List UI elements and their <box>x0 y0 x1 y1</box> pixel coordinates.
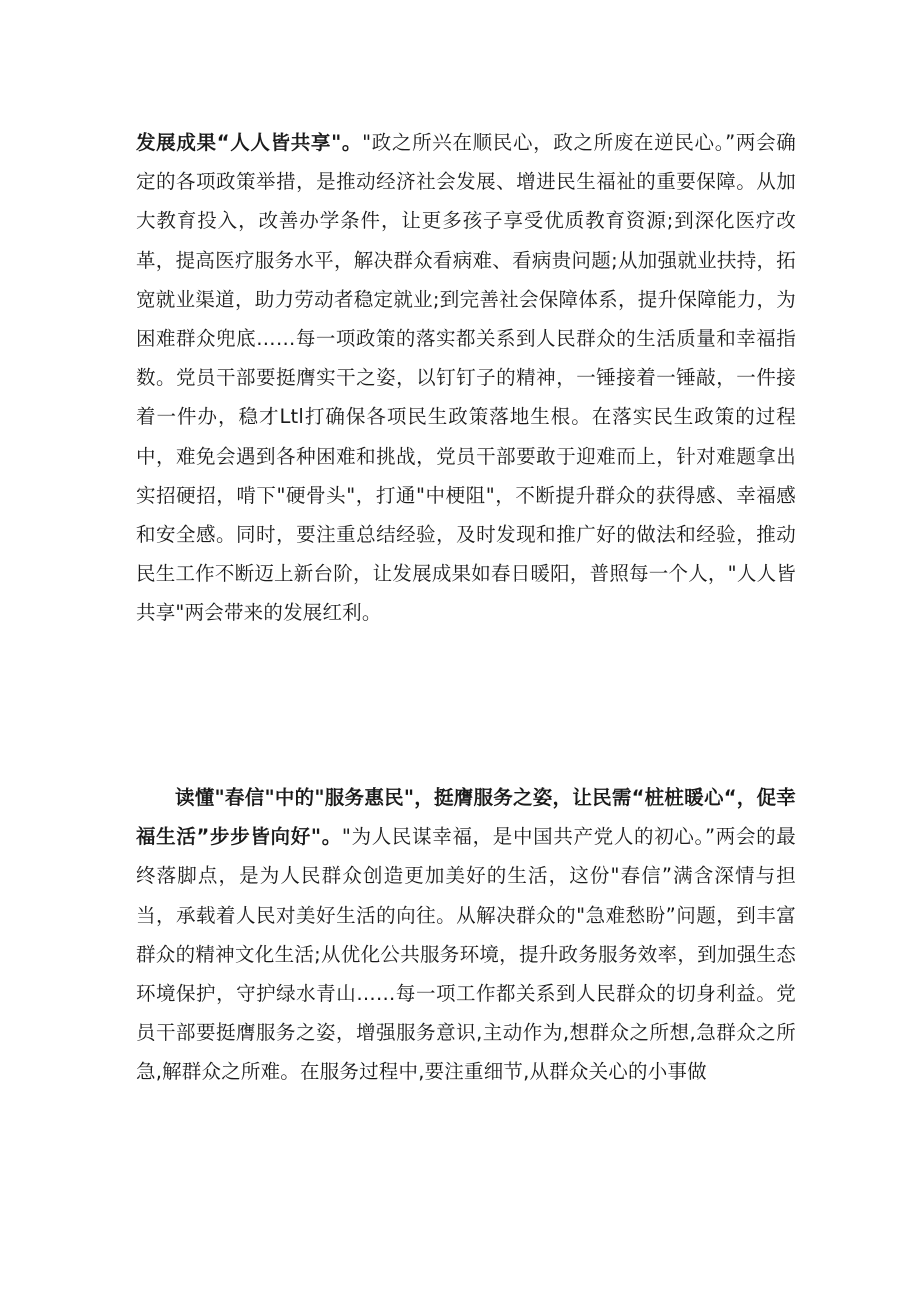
paragraph-body-text: "为人民谋幸福，是中国共产党人的初心。”两会的最终落脚点，是为人民群众创造更加美好的生活，这份"春信”满含深情与担当，承载着人民对美好生活的向往。从解决群众的"急难愁盼”问题，到丰富群众的精神文化生活;从优化公共服务环境，提升政务服务效率，到加强生态环境保护，守护绿水青山……每一项工作都关系到人民群众的切身利益。党员干部要挺膺服务之姿，增强服务意识,主动作为,想群众之所想,急群众之所急,解群众之所难。在服务过程中,要注重细节,从群众关心的小事做 <box>136 825 796 1084</box>
paragraph-lead-bold: 读懂"春信"中的"服务惠民"，挺膺服务之姿，让民需“桩桩暖心“，促幸福生活”步步皆向好"。 <box>136 786 796 849</box>
paragraph-development-results <box>136 123 796 633</box>
paragraph-service-benefit <box>136 778 796 1092</box>
paragraph-body-text: "政之所兴在顺民心，政之所废在逆民心。”两会确定的各项政策举措，是推动经济社会发展、增进民生福祉的重要保障。从加大教育投入，改善办学条件，让更多孩子享受优质教育资源;到深化医疗改革，提高医疗服务水平，解决群众看病难、看病贵问题;从加强就业扶持，拓宽就业渠道，助力劳动者稳定就业;到完善社会保障体系，提升保障能力，为困难群众兜底……每一项政策的落实都关系到人民群众的生活质量和幸福指数。党员干部要挺膺实干之姿，以钉钉子的精神，一锤接着一锤敲，一件接着一件办，稳才Ltl打确保各项民生政策落地生根。在落实民生政策的过程中，难免会遇到各种困难和挑战，党员干部要敢于迎难而上，针对难题拿出实招硬招，啃下"硬骨头"，打通"中梗阻"，不断提升群众的获得感、幸福感和安全感。同时，要注重总结经验，及时发现和推广好的做法和经验，推动民生工作不断迈上新台阶，让发展成果如春日暖阳，普照每一个人，"人人皆共享"两会带来的发展红利。 <box>136 131 796 625</box>
paragraph-lead-bold: 发展成果“人人皆共享"。 <box>136 131 363 154</box>
